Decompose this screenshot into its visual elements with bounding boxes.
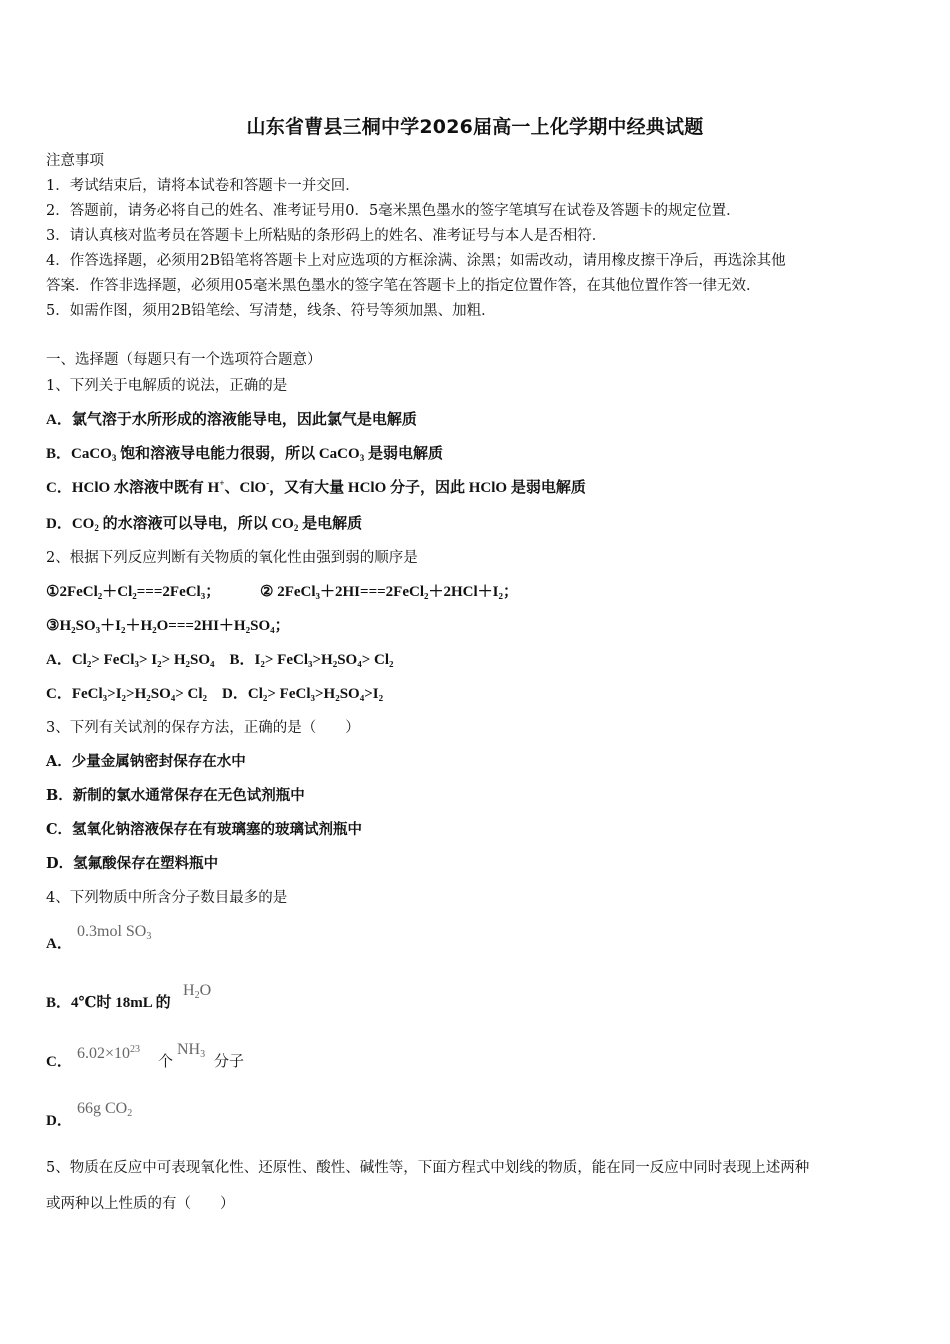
q5-stem-line1: 5、物质在反应中可表现氧化性、还原性、酸性、碱性等，下面方程式中划线的物质，能在同一反应中同时表现上述两种 (46, 1160, 810, 1176)
q4-option-c-number: $6.02\times 10^{23}$ (77, 1044, 141, 1062)
q3-option-a: A．少量金属钠密封保存在水中 (46, 753, 246, 770)
q4-option-c-suffix: 分子 (214, 1054, 245, 1070)
q5-stem-line2: 或两种以上性质的有（ ） (46, 1196, 235, 1212)
q3-option-d: D．氢氟酸保存在塑料瓶中 (46, 855, 219, 872)
notice-heading: 注意事项 (46, 153, 104, 169)
q2-options-ab: A．Cl₂> FeCl₃> I₂> H₂SO₄ B．I₂> FeCl₃>H₂SO₄> Cl₂ (46, 652, 394, 668)
notice-item-3: 3．请认真核对监考员在答题卡上所粘贴的条形码上的姓名、准考证号与本人是否相符． (46, 228, 607, 244)
q4-option-b-label: B．4℃时 18mL 的 (46, 995, 171, 1011)
section-heading: 一、选择题（每题只有一个选项符合题意） (46, 352, 322, 368)
q2-reaction-1: ①2FeCl₂＋Cl₂===2FeCl₃； (46, 584, 221, 600)
notice-item-5: 5．如需作图，须用2B铅笔绘、写清楚，线条、符号等须加黑、加粗． (46, 303, 496, 319)
notice-item-1: 1．考试结束后，请将本试卷和答题卡一并交回． (46, 178, 360, 194)
q2-stem: 2、根据下列反应判断有关物质的氧化性由强到弱的顺序是 (46, 550, 418, 566)
q2-reaction-3: ③H₂SO₃＋I₂＋H₂O===2HI＋H₂SO₄； (46, 618, 290, 634)
q4-option-d-formula: 66g $CO_2$ (77, 1100, 133, 1119)
q1-option-d: D．$CO_2$ 的水溶液可以导电，所以 $CO_2$ 是电解质 (46, 516, 363, 533)
q4-stem: 4、下列物质中所含分子数目最多的是 (46, 890, 288, 906)
q4-option-c-label: C． (46, 1054, 72, 1070)
q4-option-a-label: A． (46, 936, 72, 952)
q3-option-b: B．新制的氯水通常保存在无色试剂瓶中 (46, 787, 305, 804)
q2-options-cd: C．FeCl₃>I₂>H₂SO₄> Cl₂ D．Cl₂> FeCl₃>H₂SO₄>I₂ (46, 686, 384, 702)
notice-item-4: 4．作答选择题，必须用2B铅笔将答题卡上对应选项的方框涂满、涂黑；如需改动，请用橡皮擦干净后，再选涂其他 (46, 253, 786, 269)
q4-option-c-unit: 个 (158, 1054, 174, 1070)
q3-stem: 3、下列有关试剂的保存方法，正确的是（ ） (46, 720, 360, 736)
q1-option-c: C．HClO 水溶液中既有 H+、ClO-，又有大量 HClO 分子，因此 HClO 是弱电解质 (46, 478, 586, 496)
q1-option-b: B．CaCO$_3$ 饱和溶液导电能力很弱，所以 CaCO$_3$ 是弱电解质 (46, 446, 443, 463)
notice-item-2: 2．答题前，请务必将自己的姓名、准考证号用0．5毫米黑色墨水的签字笔填写在试卷及答题卡的规定位置． (46, 203, 741, 219)
q3-option-c: C．氢氧化钠溶液保存在有玻璃塞的玻璃试剂瓶中 (46, 821, 363, 838)
q4-option-d-label: D． (46, 1113, 72, 1129)
page-title: 山东省曹县三桐中学2026届高一上化学期中经典试题 (246, 116, 704, 138)
q1-option-a: A．氯气溶于水所形成的溶液能导电，因此氯气是电解质 (46, 412, 417, 428)
q2-reaction-2: ② 2FeCl₃＋2HI===2FeCl₂＋2HCl＋I₂； (260, 584, 518, 600)
q4-option-b-formula: $H_2O$ (183, 982, 212, 1001)
q1-stem: 1、下列关于电解质的说法，正确的是 (46, 378, 288, 394)
q4-option-a-formula: 0.3mol $SO_3$ (77, 923, 152, 942)
notice-item-4-cont: 答案．作答非选择题，必须用05毫米黑色墨水的签字笔在答题卡上的指定位置作答，在其他位置作答一律无效． (46, 278, 761, 294)
q4-option-c-formula: $NH_3$ (177, 1041, 206, 1060)
